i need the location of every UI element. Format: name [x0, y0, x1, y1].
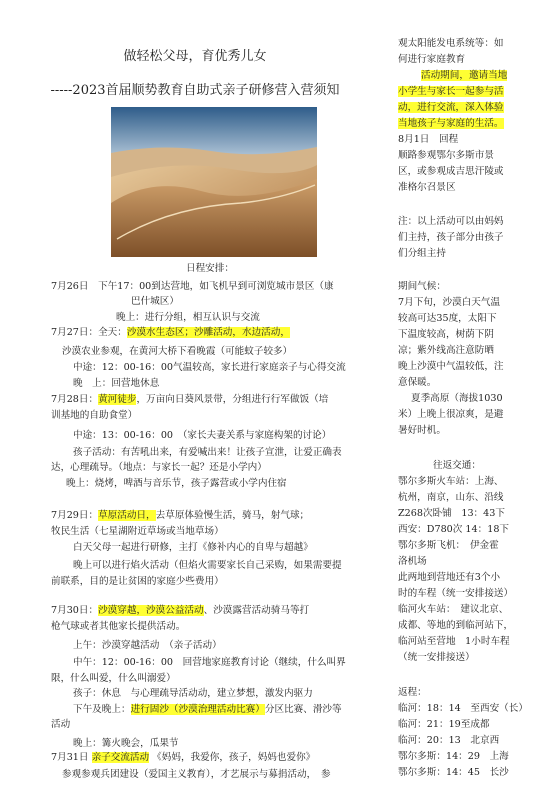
schedule-heading: 日程安排： [186, 263, 234, 274]
right-column-line: 期间气候： [398, 281, 446, 292]
schedule-line: 晚上：烧烤，啤酒与音乐节，孩子露营或小学内住宿 [66, 478, 287, 489]
right-column-line [398, 86, 504, 98]
highlighted-text: 动，进行交流，深入体验 [398, 102, 504, 113]
schedule-line: 上午：沙漠穿越活动 （亲子活动） [73, 640, 222, 651]
right-column-line: 下温度较高，树荫下阴 [398, 329, 494, 340]
highlighted-text: 进行固沙（沙漠治理活动比赛） [130, 704, 265, 715]
right-column-line: 鄂尔多斯飞机： 伊金霍 [398, 540, 499, 551]
right-column-line: 洛机场 [398, 556, 427, 567]
schedule-line: 7月29日：草原活动日，去草原体验慢生活，骑马，射气球； [51, 510, 310, 521]
right-column-line: 临河站至营地 1小时车程 [398, 636, 510, 647]
schedule-line: 达，心理疏导。（地点：与家长一起？还是小学内） [51, 462, 267, 473]
schedule-line: 中午：12：00-16：00 回营地家庭教育讨论（继续，什么叫界 [73, 657, 346, 668]
schedule-line: 7月28日：黄河徒步，万亩向日葵风景带，分组进行行军做饭（培 [51, 394, 329, 405]
schedule-line: 晚上：篝火晚会，瓜果节 [73, 738, 179, 749]
right-column-line: 时的车程（统一安排接送） [398, 588, 514, 599]
schedule-line: 孩子：休息 与心理疏导活动动，建立梦想，激发内驱力 [73, 688, 313, 699]
highlighted-text: 亲子交流活动 [91, 752, 150, 763]
right-column-line: 临河：18：14 至西安（长） [398, 703, 528, 714]
right-column-line [398, 118, 504, 130]
right-column-line: 凉；紫外线高注意防晒 [398, 345, 494, 356]
right-column-line: 鄂尔多斯：14：45 长沙 [398, 767, 509, 778]
highlighted-text: 沙漠水生态区；沙雕活动，水边活动， [126, 327, 290, 338]
desert-dunes-photo [111, 107, 317, 257]
right-column-line: 们主持，孩子部分由孩子 [398, 232, 504, 243]
schedule-line: 7月31日 亲子交流活动 《妈妈，我爱你，孩子，妈妈也爱你》 [51, 752, 316, 763]
right-column-line: Z268次卧铺 13：43下 [398, 508, 505, 519]
right-column-line: 鄂尔多斯：14：29 上海 [398, 751, 509, 762]
highlighted-text: 当地孩子与家庭的生活。 [398, 118, 504, 129]
schedule-line: 中途：12：00-16：00气温较高，家长进行家庭亲子与心得交流 [73, 362, 346, 373]
right-column-line: 准格尔召景区 [398, 182, 456, 193]
schedule-line: 7月26日 下午17：00到达营地，如飞机早到可浏览城市景区（康 [51, 281, 334, 292]
right-column-line: 杭州，南京，山东、沿线 [398, 492, 504, 503]
schedule-line: 中途：13：00-16：00 （家长夫妻关系与家庭构架的讨论） [73, 430, 332, 441]
schedule-line: 晚上可以进行焰火活动（但焰火需要家长自己采购，如果需要提 [73, 560, 342, 571]
right-column-line: 7月下旬，沙漠白天气温 [398, 297, 501, 308]
right-column-line: 何进行家庭教育 [398, 54, 466, 65]
schedule-line: 白天父母一起进行研修，主打《修补内心的自卑与超越》 [73, 542, 313, 553]
right-column-line: 顺路参观鄂尔多斯市景 [398, 150, 494, 161]
schedule-line: 前联系，目的是让贫困的家庭少些费用） [51, 576, 224, 587]
schedule-line: 7月27日：全天：沙漠水生态区；沙雕活动，水边活动， [51, 327, 290, 338]
right-column-line: 暑好时机。 [398, 425, 446, 436]
highlighted-text: 沙漠穿越，沙漠公益活动 [98, 605, 204, 616]
schedule-line: 沙漠农业参观，在黄河大桥下看晚霞（可能蚊子较多） [62, 346, 293, 357]
schedule-line: 7月30日：沙漠穿越，沙漠公益活动、沙漠露营活动骑马等打 [51, 605, 310, 616]
right-column-line: （统一安排接送） [398, 652, 475, 663]
highlighted-text: 黄河徒步 [98, 394, 137, 405]
right-column-line: 注：以上活动可以由妈妈 [398, 216, 504, 227]
right-column-line: 临河：21：19至成都 [398, 719, 490, 730]
schedule-line: 限，什么叫爱，什么叫溺爱） [51, 673, 176, 684]
right-column-line: 区，或参观成吉思汗陵或 [398, 166, 504, 177]
right-column-line: 临河火车站： 建议北京、 [398, 604, 509, 615]
right-column-line [421, 70, 507, 82]
schedule-line: 下午及晚上：进行固沙（沙漠治理活动比赛）分区比赛、滑沙等 [73, 704, 342, 715]
right-column-line: 夏季高原（海拔1030 [411, 393, 503, 404]
right-column-line: 往返交通： [433, 460, 481, 471]
highlighted-text: 小学生与家长一起参与活 [398, 86, 504, 97]
schedule-line: 枪气球或者其他家长提供活动。 [51, 621, 186, 632]
right-column-line: 临河：20：13 北京西 [398, 735, 500, 746]
right-column-line: 们分组主持 [398, 248, 446, 259]
schedule-line: 巴什城区） [131, 296, 179, 307]
right-column-line: 较高可达35度，太阳下 [398, 313, 497, 324]
right-column-line: 晚上沙漠中气温较低，注 [398, 361, 504, 372]
highlighted-text: 活动期间，邀请当地 [421, 70, 508, 81]
right-column-line: 鄂尔多斯火车站：上海、 [398, 476, 504, 487]
schedule-line: 参观参观兵团建设（爱国主义教育），才艺展示与募捐活动， 参 [62, 769, 331, 780]
schedule-line: 孩子活动：有苦吼出来，有爱喊出来！让孩子宣泄，让爱正确表 [73, 447, 342, 458]
right-column-line [398, 102, 504, 114]
schedule-line: 晚 上：回营地休息 [73, 378, 160, 389]
schedule-line: 活动 [51, 719, 71, 730]
schedule-line: 晚上：进行分组，相互认识与交流 [116, 312, 260, 323]
right-column-line: 返程： [398, 687, 427, 698]
right-column-line: 观太阳能发电系统等：如 [398, 38, 504, 49]
right-column-line: 成都、等地的到临河站下， [398, 620, 514, 631]
right-column-line: 米）上晚上很凉爽，是避 [398, 409, 504, 420]
page-subtitle: -----2023首届顺势教育自助式亲子研修营入营须知 [50, 83, 340, 98]
schedule-line: 训基地的自助食堂） [51, 410, 138, 421]
highlighted-text: 草原活动日， [98, 510, 156, 521]
right-column-line: 意保暖。 [398, 377, 437, 388]
page-title: 做轻松父母，育优秀儿女 [123, 49, 267, 64]
right-column-line: 8月1日 回程 [398, 134, 459, 145]
schedule-line: 牧民生活（七星湖附近草场或当地草场） [51, 526, 224, 537]
right-column-line: 此两地到营地还有3个小 [398, 572, 501, 583]
right-column-line: 西安：D780次 14：18下 [398, 524, 510, 535]
